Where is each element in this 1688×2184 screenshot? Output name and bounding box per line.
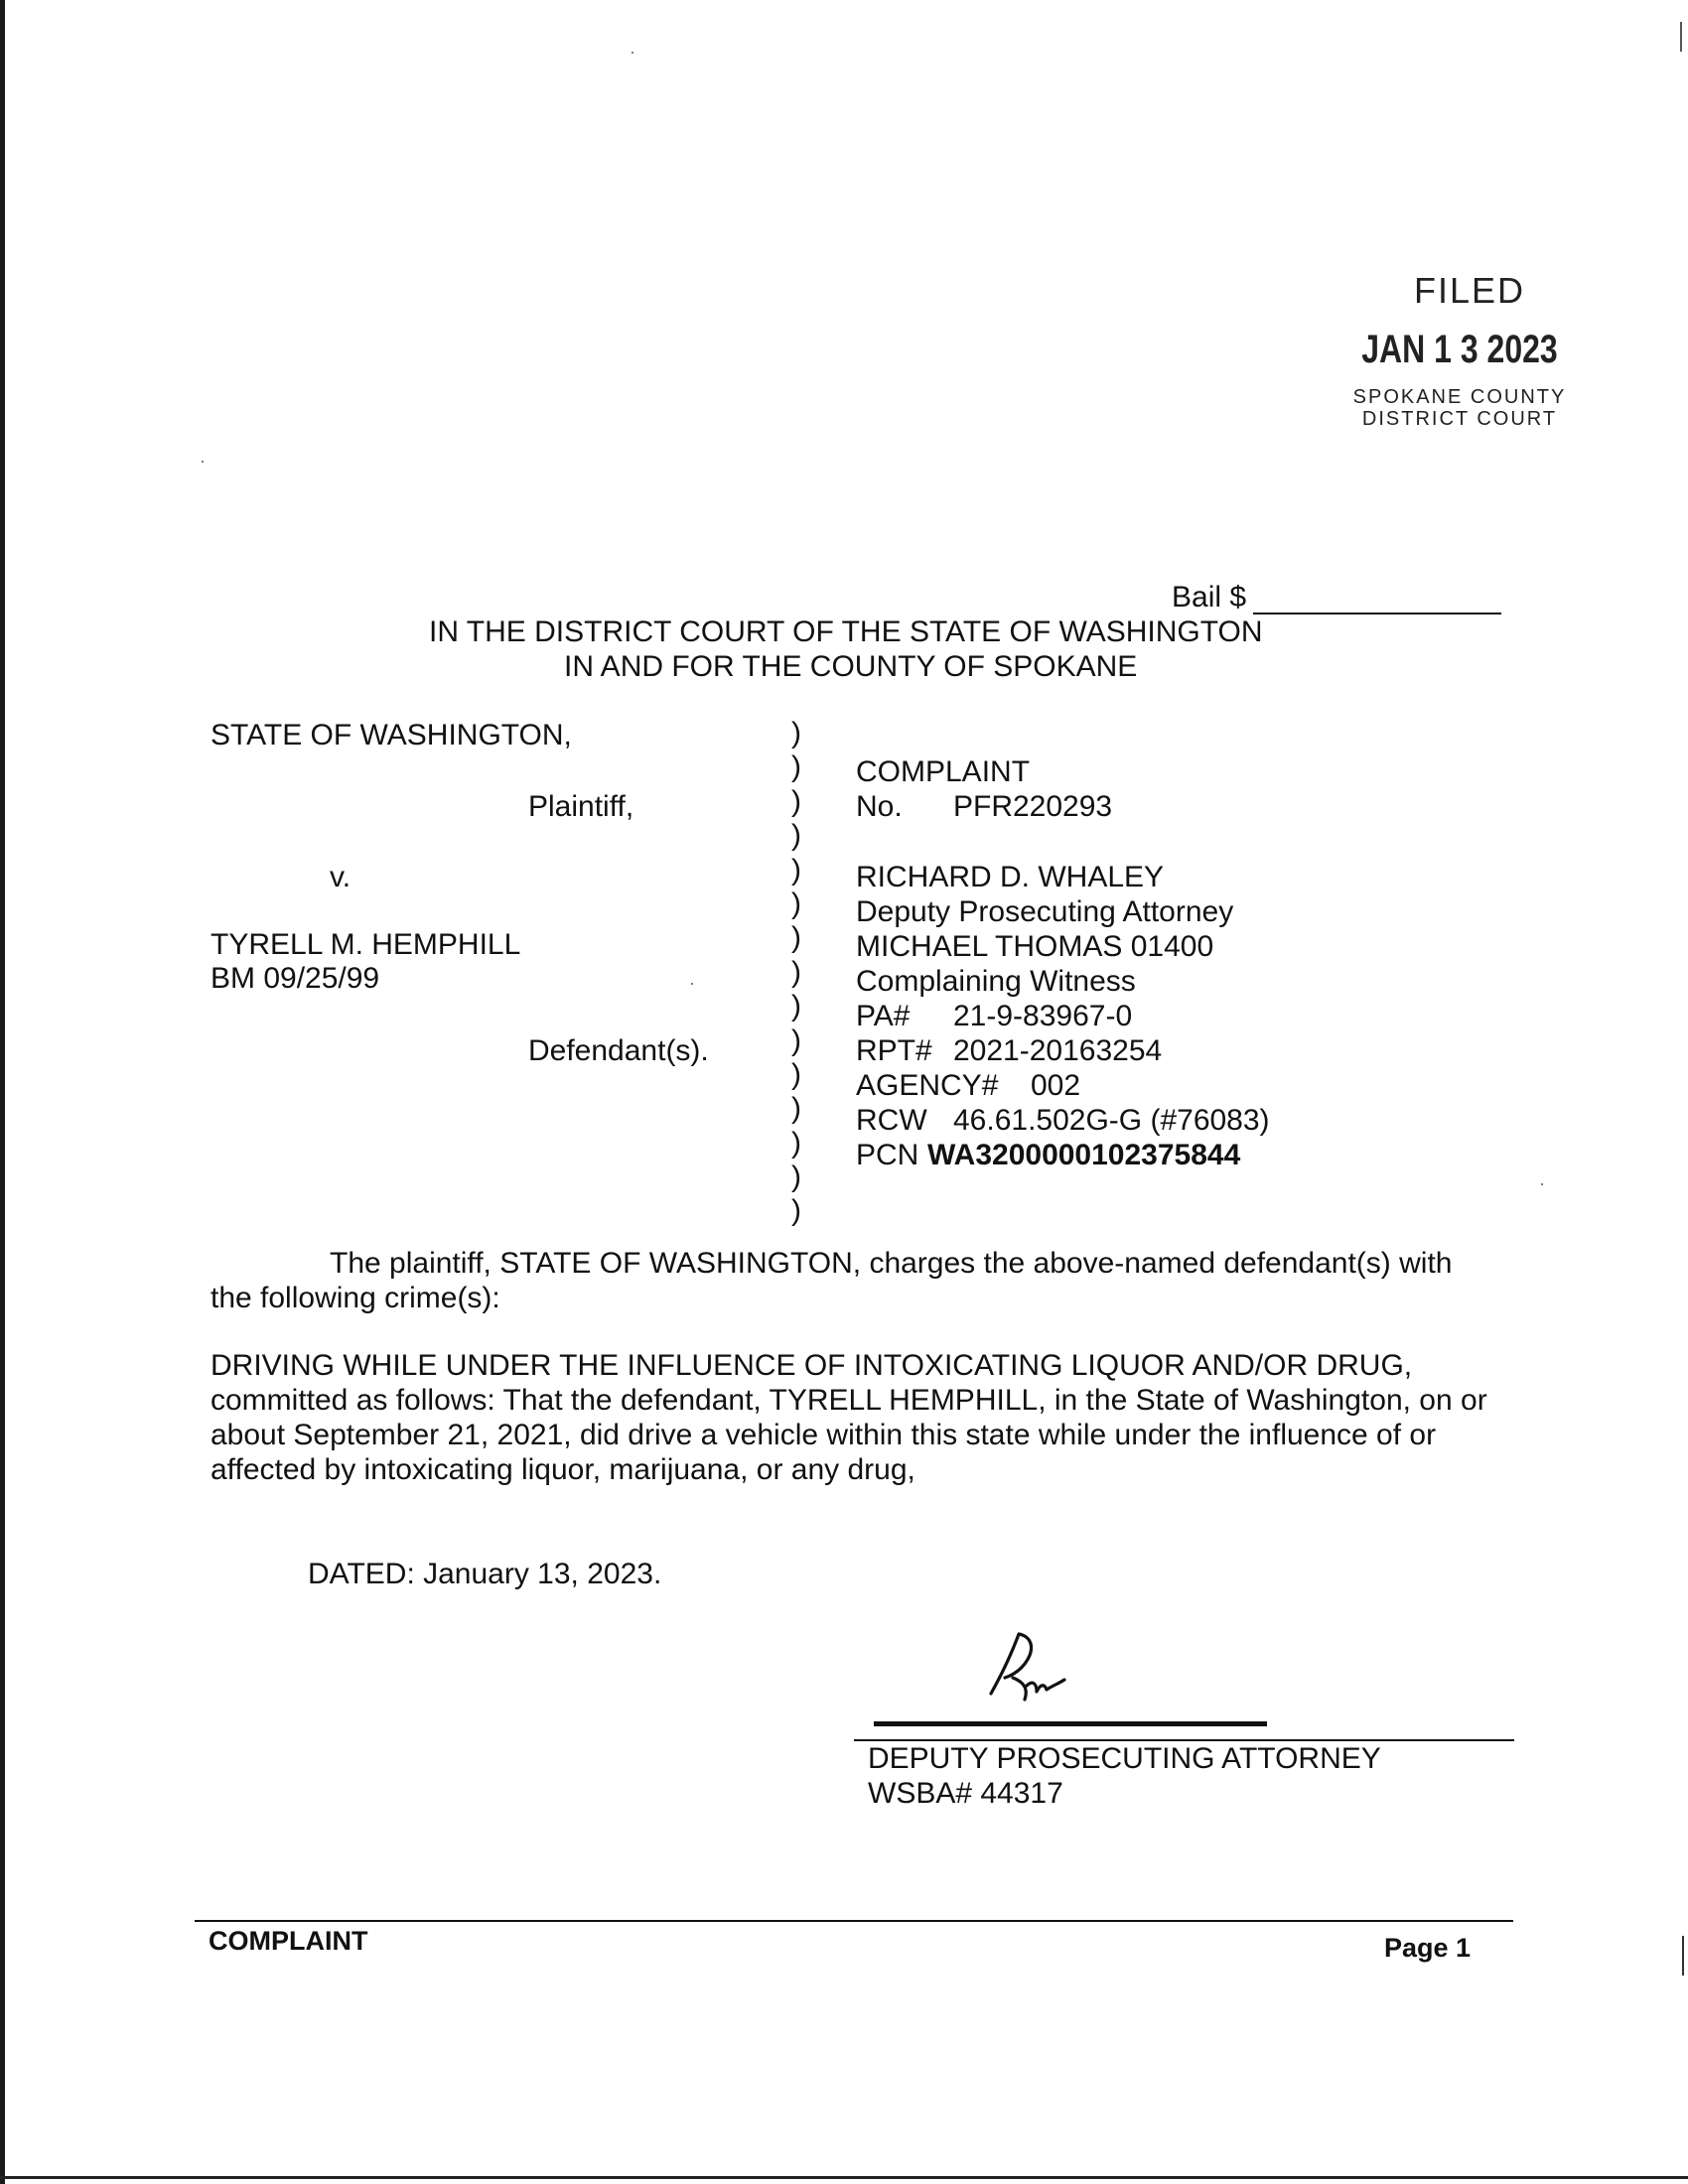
- signature-mark: [983, 1626, 1092, 1715]
- stamp-filed: FILED: [1413, 270, 1526, 311]
- pa-number: 21-9-83967-0: [953, 1000, 1133, 1032]
- caption-paren: ): [791, 1092, 801, 1126]
- defendant-name: TYRELL M. HEMPHILL: [211, 928, 521, 961]
- rpt-label: RPT#: [856, 1034, 932, 1067]
- caption-paren: ): [791, 887, 801, 920]
- agency-label: AGENCY#: [856, 1069, 999, 1102]
- footer-doc-type: COMPLAINT: [209, 1926, 368, 1956]
- witness-title: Complaining Witness: [856, 965, 1136, 998]
- pa-label: PA#: [856, 1000, 911, 1032]
- charge-line3: about September 21, 2021, did drive a vehicle within this state while under the influence of or: [211, 1419, 1437, 1451]
- footer-page-number: Page 1: [1384, 1933, 1472, 1963]
- rcw-code: 46.61.502G-G (#76083): [953, 1104, 1270, 1137]
- signature-line-bold: [874, 1721, 1267, 1726]
- scan-speck: [1541, 1183, 1543, 1185]
- signer-title: DEPUTY PROSECUTING ATTORNEY: [868, 1742, 1381, 1775]
- scan-mark: [1682, 1936, 1684, 1976]
- caption-paren: ): [791, 751, 801, 784]
- charge-paragraph: [211, 1348, 1501, 1487]
- agency-number: 002: [1031, 1069, 1081, 1102]
- attorney-name: RICHARD D. WHALEY: [856, 861, 1165, 893]
- stamp-date: JAN 1 3 2023: [1361, 328, 1558, 371]
- pcn-label: PCN: [856, 1139, 919, 1171]
- case-number-label: No.: [856, 790, 903, 823]
- scan-speck: [691, 983, 693, 985]
- charge-line2: committed as follows: That the defendant, TYRELL HEMPHILL, in the State of Washington, on or: [211, 1384, 1487, 1417]
- caption-paren: ): [791, 1194, 801, 1228]
- filed-stamp: [1311, 270, 1609, 430]
- court-heading-line2: IN AND FOR THE COUNTY OF SPOKANE: [564, 650, 1138, 683]
- caption-paren: ): [791, 1057, 801, 1091]
- plaintiff-role: Plaintiff,: [528, 790, 634, 823]
- stamp-county: [1311, 386, 1609, 430]
- caption-paren: ): [791, 784, 801, 818]
- scan-edge-left: [0, 0, 5, 2184]
- versus: v.: [330, 861, 352, 893]
- case-number: PFR220293: [953, 790, 1113, 823]
- caption-paren: ): [791, 1024, 801, 1057]
- pcn-number: WA3200000102375844: [927, 1139, 1241, 1171]
- attorney-title: Deputy Prosecuting Attorney: [856, 895, 1234, 928]
- caption-divider: [791, 717, 811, 1229]
- caption-paren: ): [791, 819, 801, 853]
- court-heading-line1: IN THE DISTRICT COURT OF THE STATE OF WASHINGTON: [429, 615, 1263, 648]
- stamp-county-line2: DISTRICT COURT: [1361, 408, 1558, 430]
- intro-line2: the following crime(s):: [211, 1282, 500, 1314]
- rcw-label: RCW: [856, 1104, 927, 1137]
- charge-line1: DRIVING WHILE UNDER THE INFLUENCE OF INTOXICATING LIQUOR AND/OR DRUG,: [211, 1349, 1413, 1382]
- witness-name: MICHAEL THOMAS 01400: [856, 930, 1214, 963]
- caption-paren: ): [791, 853, 801, 887]
- complaint-title: COMPLAINT: [856, 755, 1031, 788]
- signer-wsba: WSBA# 44317: [868, 1777, 1063, 1810]
- dated-line: DATED: January 13, 2023.: [308, 1558, 662, 1590]
- defendant-role: Defendant(s).: [528, 1034, 709, 1067]
- defendant-dob: BM 09/25/99: [211, 962, 380, 995]
- scan-speck: [202, 461, 204, 463]
- charge-line4: affected by intoxicating liquor, marijuana, or any drug,: [211, 1453, 915, 1486]
- stamp-county-line1: SPOKANE COUNTY: [1352, 386, 1567, 408]
- caption-paren: ): [791, 990, 801, 1024]
- rpt-number: 2021-20163254: [953, 1034, 1163, 1067]
- caption-paren: ): [791, 717, 801, 750]
- intro-line1: The plaintiff, STATE OF WASHINGTON, charges the above-named defendant(s) with: [330, 1247, 1453, 1280]
- footer-rule: [195, 1920, 1513, 1922]
- bail-label: Bail $: [1172, 581, 1247, 614]
- caption-paren: ): [791, 1160, 801, 1194]
- caption-paren: ): [791, 1126, 801, 1160]
- scan-mark: [1680, 22, 1682, 52]
- caption-paren: ): [791, 921, 801, 955]
- caption-paren: ): [791, 955, 801, 989]
- bail-blank-line: [1253, 613, 1501, 614]
- plaintiff-name: STATE OF WASHINGTON,: [211, 719, 572, 751]
- scan-edge-bottom: [0, 2176, 1688, 2179]
- scan-speck: [632, 52, 633, 54]
